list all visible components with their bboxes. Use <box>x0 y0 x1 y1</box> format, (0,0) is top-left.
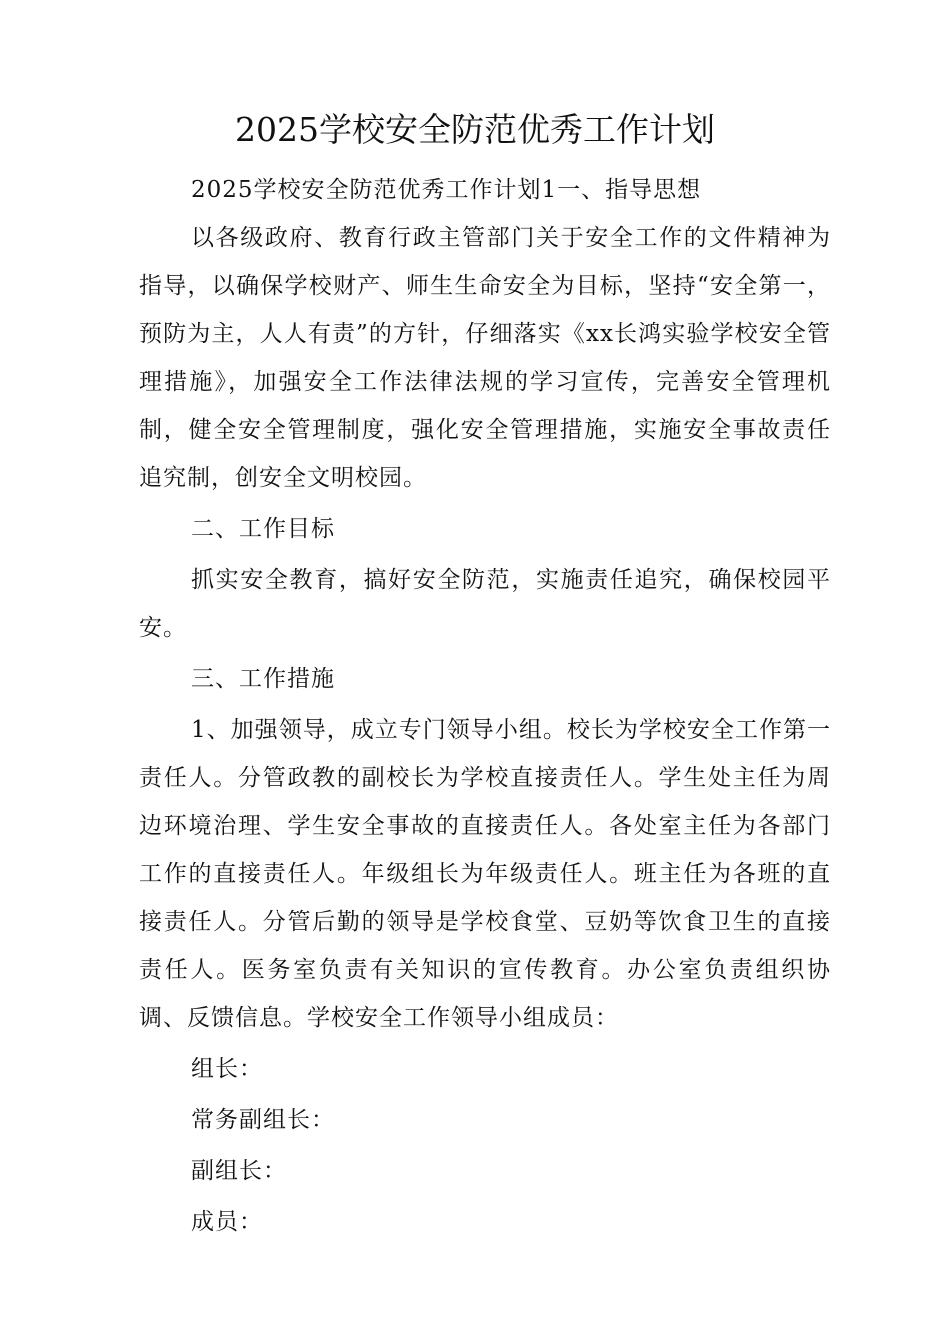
paragraph-goals: 抓实安全教育，搞好安全防范，实施责任追究，确保校园平安。 <box>139 567 831 641</box>
list-item-members: 成员： <box>191 1209 263 1235</box>
paragraph-guiding-thought: 以各级政府、教育行政主管部门关于安全工作的文件精神为指导，以确保学校财产、师生生命安全为目标，坚持“安全第一，预防为主，人人有责”的方针，仔细落实《xx长鸿实验学校安全管理措施》，加强安全工作法律法规的学习宣传，完善安全管理机制，健全安全管理制度，强化安全管理措施，实施安全事故责任追究制，创安全文明校园。 <box>139 225 831 491</box>
section-heading-goals: 二、工作目标 <box>191 516 335 542</box>
list-item-executive-deputy: 常务副组长： <box>191 1107 335 1133</box>
list-item-leader: 组长： <box>191 1056 263 1082</box>
paragraph-measures-1: 1、加强领导，成立专门领导小组。校长为学校安全工作第一责任人。分管政教的副校长为学校直接责任人。学生处主任为周边环境治理、学生安全事故的直接责任人。各处室主任为各部门工作的直接责任人。年级组长为年级责任人。班主任为各班的直接责任人。分管后勤的领导是学校食堂、豆奶等饮食卫生的直接责任人。医务室负责有关知识的宣传教育。办公室负责组织协调、反馈信息。学校安全工作领导小组成员： <box>139 717 831 1031</box>
paragraph-intro-heading: 2025学校安全防范优秀工作计划1一、指导思想 <box>191 177 702 203</box>
section-heading-measures: 三、工作措施 <box>191 666 335 692</box>
document-title: 2025学校安全防范优秀工作计划 <box>235 110 715 149</box>
document-body <box>139 166 831 1246</box>
list-item-deputy-leader: 副组长： <box>191 1158 287 1184</box>
